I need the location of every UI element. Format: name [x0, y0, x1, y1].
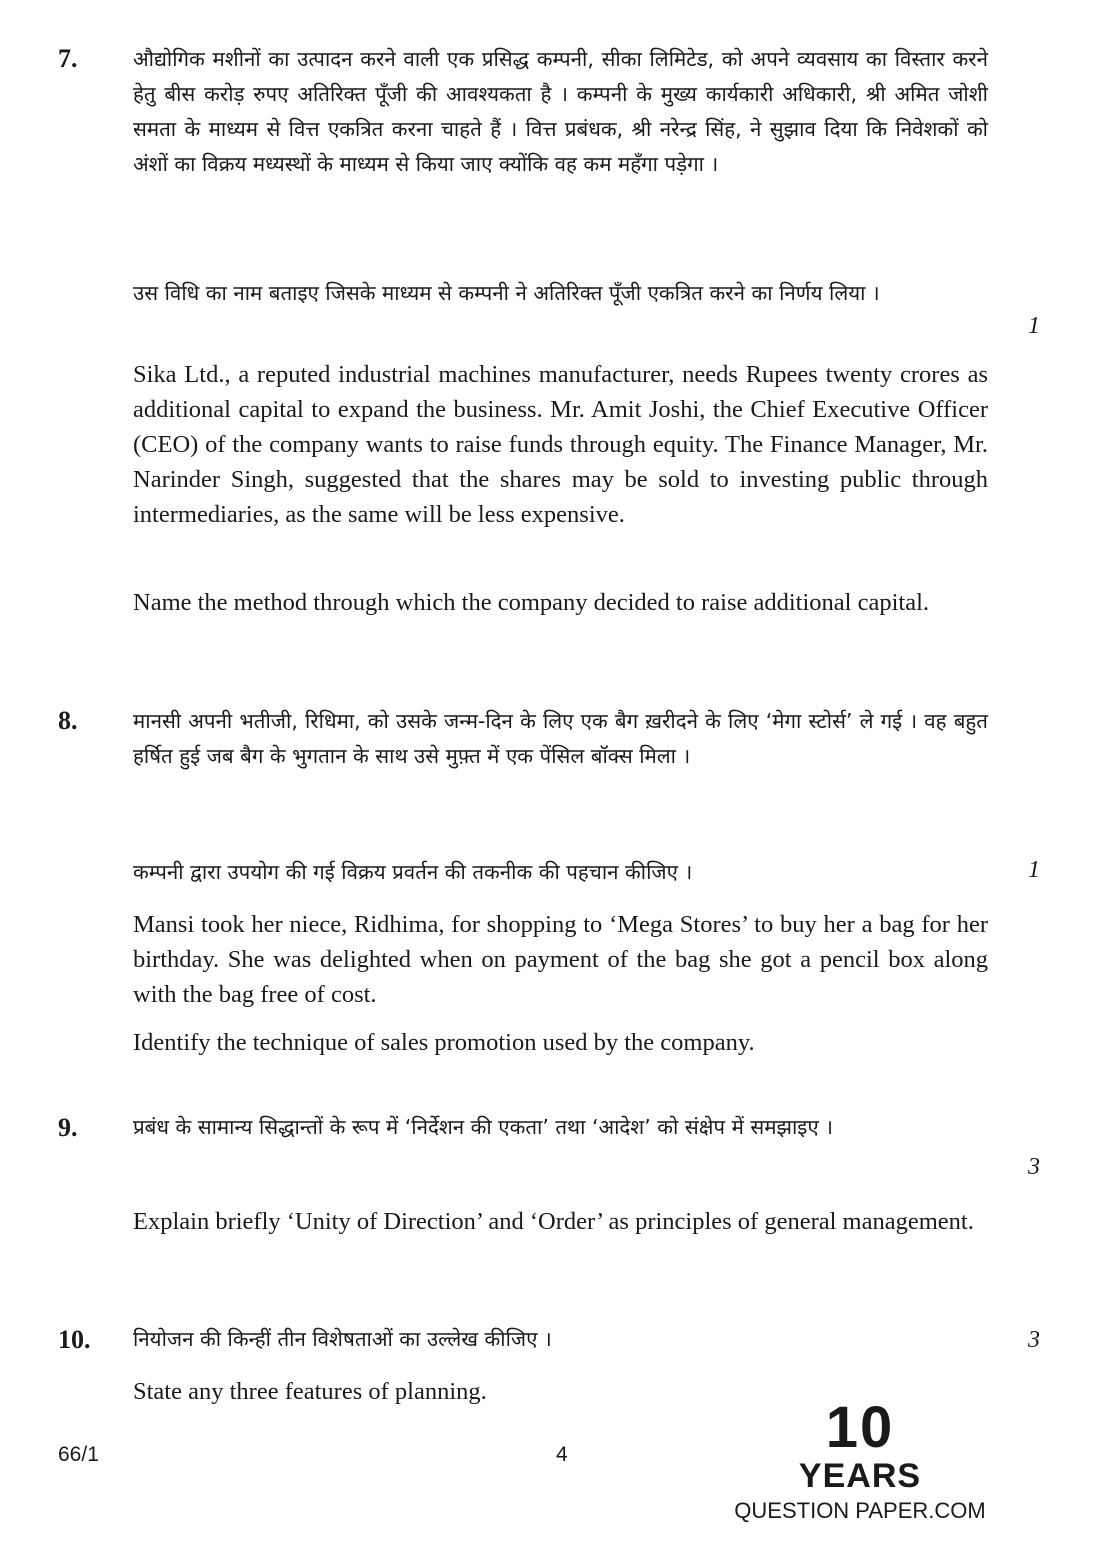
q7-marks: 1	[1028, 313, 1040, 339]
q10-english-question: State any three features of planning.	[133, 1378, 487, 1405]
q7-english-intro: Sika Ltd., a reputed industrial machines manufacturer, needs Rupees twenty crores as additional capital to expand the business. Mr. Amit Joshi, the Chief Executive Officer (CEO) of the company wants to raise funds through equity. The Finance Manager, Mr. Narinder Singh, suggested that the shares may be sold to investing public through intermediaries, as the same will be less expensive.	[133, 361, 988, 528]
q8-hindi-question: कम्पनी द्वारा उपयोग की गई विक्रय प्रवर्तन की तकनीक की पहचान कीजिए ।	[133, 860, 693, 884]
q7-english-question: Name the method through which the company decided to raise additional capital.	[133, 589, 929, 616]
question-number-10: 10.	[58, 1325, 91, 1354]
question-number-9: 9.	[58, 1113, 78, 1142]
q10-marks: 3	[1028, 1327, 1040, 1353]
q10-hindi-question: नियोजन की किन्हीं तीन विशेषताओं का उल्लेख कीजिए ।	[133, 1327, 552, 1351]
question-number-7: 7.	[58, 44, 78, 73]
q9-hindi-question: प्रबंध के सामान्य सिद्धान्तों के रूप में ‘निर्देशन की एकता’ तथा ‘आदेश’ को संक्षेप में समझाइए ।	[133, 1115, 833, 1139]
q8-english-question: Identify the technique of sales promotion used by the company.	[133, 1029, 755, 1056]
q8-hindi-intro: मानसी अपनी भतीजी, रिधिमा, को उसके जन्म-दिन के लिए एक बैग ख़रीदने के लिए ‘मेगा स्टोर्स’ ले गई । वह बहुत हर्षित हुई जब बैग के भुगतान के साथ उसे मुफ़्त में एक पेंसिल बॉक्स मिला ।	[133, 709, 988, 768]
question-number-8: 8.	[58, 706, 78, 735]
q7-hindi-question: उस विधि का नाम बताइए जिसके माध्यम से कम्पनी ने अतिरिक्त पूँजी एकत्रित करने का निर्णय लिया ।	[133, 281, 880, 305]
paper-code: 66/1	[58, 1443, 99, 1466]
q9-english-question: Explain briefly ‘Unity of Direction’ and ‘Order’ as principles of general management.	[133, 1208, 974, 1235]
q8-english-intro: Mansi took her niece, Ridhima, for shopping to ‘Mega Stores’ to buy her a bag for her birthday. She was delighted when on payment of the bag she got a pencil box along with the bag free of cost.	[133, 911, 988, 1008]
watermark-years: YEARS	[798, 1457, 922, 1495]
q7-hindi-intro: औद्योगिक मशीनों का उत्पादन करने वाली एक प्रसिद्ध कम्पनी, सीका लिमिटेड, को अपने व्यवसाय का विस्तार करने हेतु बीस करोड़ रुपए अतिरिक्त पूँजी की आवश्यकता है । कम्पनी के मुख्य कार्यकारी अधिकारी, श्री अमित जोशी समता के माध्यम से वित्त एकत्रित करना चाहते हैं । वित्त प्रबंधक, श्री नरेन्द्र सिंह, ने सुझाव दिया कि निवेशकों को अंशों का विक्रय मध्यस्थों के माध्यम से किया जाए क्योंकि वह कम महँगा पड़ेगा ।	[133, 47, 988, 176]
watermark-site: QUESTION PAPER.COM	[734, 1498, 986, 1523]
q9-marks: 3	[1028, 1154, 1040, 1180]
q8-marks: 1	[1028, 857, 1040, 883]
page-number: 4	[556, 1443, 568, 1466]
watermark-number: 10	[825, 1395, 895, 1460]
